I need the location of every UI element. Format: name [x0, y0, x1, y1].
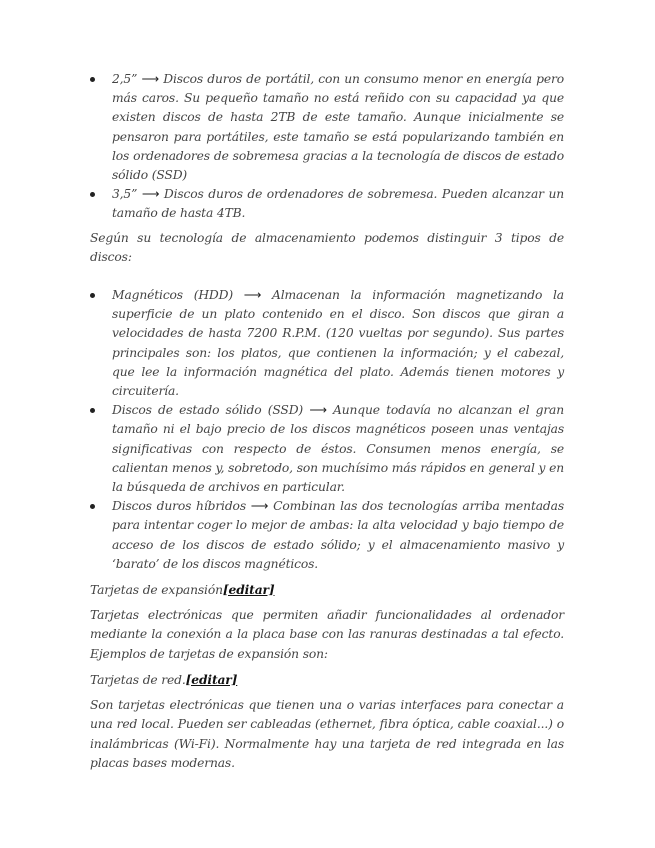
- bullet-icon: [90, 504, 95, 509]
- arrow-icon: ⟶: [243, 288, 262, 303]
- section-title: Tarjetas de red.: [90, 672, 186, 687]
- item-text: Aunque todavía no alcanzan el gran tamaño ni el bajo precio de los discos magnéticos poseen unas ventajas significativas con respecto de éstos. Consumen menos energía, se calientan menos y, sobretodo, son muchísimo más rápidos en general y en la búsqueda de archivos en particular.: [112, 403, 565, 495]
- item-prefix: Discos de estado sólido (SSD): [112, 403, 304, 418]
- arrow-icon: ⟶: [141, 187, 160, 202]
- list-item: [90, 497, 564, 574]
- disk-size-list: [90, 70, 564, 224]
- list-item: [90, 185, 564, 223]
- edit-link[interactable]: [editar]: [222, 582, 275, 598]
- arrow-icon: ⟶: [141, 72, 159, 86]
- item-text: Combinan las dos tecnologías arriba mentadas para intentar coger lo mejor de ambas: la alta velocidad y bajo tiempo de acceso de los discos de estado sólido; y el almacenamiento masivo y ‘barato’ de los discos magnéticos.: [112, 499, 564, 571]
- arrow-icon: ⟶: [250, 499, 269, 514]
- section-heading-expansion-cards: [90, 580, 564, 600]
- bullet-icon: [90, 77, 95, 82]
- section-heading-network-cards: [90, 670, 564, 690]
- section-body: Tarjetas electrónicas que permiten añadir funcionalidades al ordenador mediante la conexión a la placa base con las ranuras destinadas a tal efecto. Ejemplos de tarjetas de expansión son:: [90, 608, 564, 661]
- item-prefix: Discos duros híbridos: [112, 499, 246, 514]
- bullet-icon: [90, 192, 95, 197]
- item-text: Discos duros de ordenadores de sobremesa. Pueden alcanzar un tamaño de hasta 4TB.: [112, 187, 564, 221]
- item-prefix: Magnéticos (HDD): [112, 288, 233, 303]
- bullet-icon: [90, 293, 95, 298]
- section-body: Son tarjetas electrónicas que tienen una o varias interfaces para conectar a una red local. Pueden ser cableadas (ethernet, fibra óptica, cable coaxial...) o inalámbricas (Wi-Fi). Normalmente hay una tarjeta de red integrada en las placas bases modernas.: [90, 698, 564, 770]
- edit-link[interactable]: [editar]: [185, 671, 238, 687]
- intro-paragraph: Según su tecnología de almacenamiento podemos distinguir 3 tipos de discos:: [90, 230, 564, 264]
- bullet-icon: [90, 408, 95, 413]
- disk-technology-list: [90, 286, 564, 574]
- arrow-icon: ⟶: [309, 403, 327, 418]
- list-item: [90, 286, 564, 401]
- list-item: [90, 70, 564, 185]
- item-prefix: 2,5”: [112, 72, 138, 86]
- item-text: Discos duros de portátil, con un consumo menor en energía pero más caros. Su pequeño tamaño no está reñido con su capacidad ya que existen discos de hasta 2TB de este tamaño. Aunque inicialmente se pensaron para portátiles, este tamaño se está popularizando también en los ordenadores de sobremesa gracias a la tecnología de discos de estado sólido (SSD): [112, 72, 565, 183]
- item-text: Almacenan la información magnetizando la superficie de un plato contenido en el disco. Son discos que giran a velocidades de hasta 7200 R.P.M. (120 vueltas por segundo). Sus partes principales son: los platos, que contienen la información; y el cabezal, que lee la información magnética del plato. Además tienen motores y circuitería.: [112, 288, 564, 399]
- item-prefix: 3,5”: [112, 187, 138, 202]
- section-title: Tarjetas de expansión: [90, 583, 223, 598]
- list-item: [90, 401, 564, 497]
- document-page: [90, 70, 564, 773]
